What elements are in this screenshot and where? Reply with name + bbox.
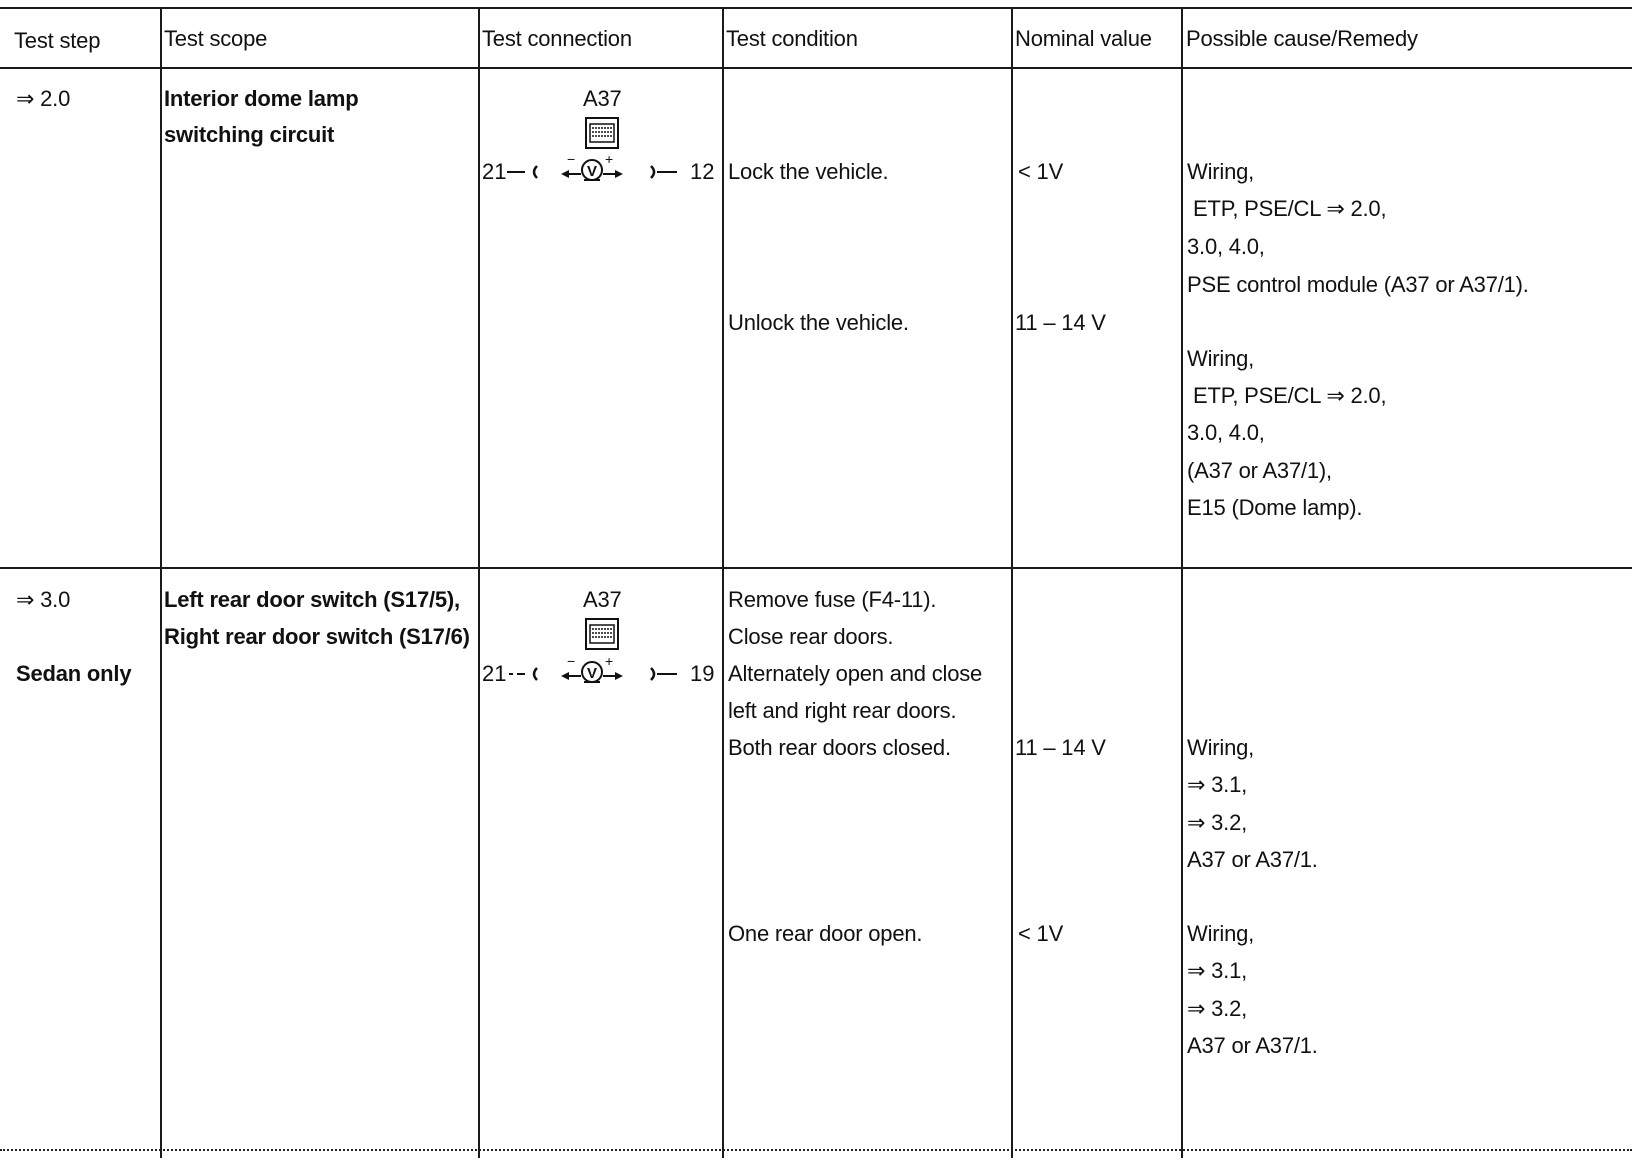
test-setup-line: Close rear doors. bbox=[728, 624, 894, 649]
test-scope-line: Right rear door switch (S17/6) bbox=[164, 624, 470, 649]
test-scope-line: Left rear door switch (S17/5), bbox=[164, 587, 460, 612]
column-divider-5 bbox=[1181, 8, 1183, 1158]
remedy-line: ETP, PSE/CL ⇒ 2.0, bbox=[1193, 383, 1387, 408]
meter-letter: V bbox=[587, 665, 598, 682]
remedy-line: A37 or A37/1. bbox=[1187, 847, 1318, 872]
table-top-border bbox=[0, 7, 1632, 9]
row-divider bbox=[0, 567, 1632, 569]
remedy-line: ⇒ 3.2, bbox=[1187, 810, 1248, 835]
test-condition-line: Unlock the vehicle. bbox=[728, 310, 909, 335]
pin-right-number: 19 bbox=[690, 661, 715, 686]
header-bottom-border bbox=[0, 67, 1632, 69]
test-condition-line: One rear door open. bbox=[728, 921, 923, 946]
test-scope-line: Interior dome lamp bbox=[164, 86, 359, 111]
remedy-line: ⇒ 3.1, bbox=[1187, 958, 1248, 983]
svg-text:−: − bbox=[567, 654, 576, 669]
meter-letter: V bbox=[587, 163, 598, 180]
column-divider-2 bbox=[478, 8, 480, 1158]
svg-text:+: + bbox=[605, 152, 614, 167]
pin-left-number: 21 bbox=[482, 159, 507, 184]
header-test-connection: Test connection bbox=[482, 26, 632, 51]
pin-left-number: 21 bbox=[482, 661, 507, 686]
table-bottom-border bbox=[0, 1149, 1632, 1151]
header-test-condition: Test condition bbox=[726, 26, 858, 51]
column-divider-4 bbox=[1011, 8, 1013, 1158]
test-step-label: ⇒ 3.0 bbox=[16, 587, 71, 612]
nominal-value: < 1V bbox=[1018, 159, 1064, 184]
remedy-line: A37 or A37/1. bbox=[1187, 1033, 1318, 1058]
svg-text:+: + bbox=[605, 654, 614, 669]
module-label: A37 bbox=[583, 587, 622, 612]
test-setup-line: Alternately open and close bbox=[728, 661, 983, 686]
remedy-line: ETP, PSE/CL ⇒ 2.0, bbox=[1193, 196, 1387, 221]
test-step-note: Sedan only bbox=[16, 661, 132, 686]
module-label: A37 bbox=[583, 86, 622, 111]
column-divider-1 bbox=[160, 8, 162, 1158]
control-module-icon bbox=[585, 117, 619, 149]
test-scope-line: switching circuit bbox=[164, 122, 335, 147]
control-module-icon bbox=[585, 618, 619, 650]
remedy-line: ⇒ 3.1, bbox=[1187, 772, 1248, 797]
remedy-line: ⇒ 3.2, bbox=[1187, 996, 1248, 1021]
test-condition-line: Both rear doors closed. bbox=[728, 735, 951, 760]
test-condition-line: Lock the vehicle. bbox=[728, 159, 889, 184]
svg-text:−: − bbox=[567, 152, 576, 167]
nominal-value: < 1V bbox=[1018, 921, 1064, 946]
remedy-line: Wiring, bbox=[1187, 921, 1255, 946]
nominal-value: 11 – 14 V bbox=[1015, 310, 1106, 335]
test-setup-line: Remove fuse (F4-11). bbox=[728, 587, 937, 612]
remedy-line: Wiring, bbox=[1187, 159, 1255, 184]
header-test-scope: Test scope bbox=[164, 26, 268, 51]
remedy-line: (A37 or A37/1), bbox=[1187, 458, 1332, 483]
test-setup-line: left and right rear doors. bbox=[728, 698, 957, 723]
remedy-line: Wiring, bbox=[1187, 346, 1255, 371]
voltmeter-symbol bbox=[505, 152, 685, 192]
header-cause-remedy: Possible cause/Remedy bbox=[1186, 26, 1418, 51]
column-divider-3 bbox=[722, 8, 724, 1158]
header-test-step: Test step bbox=[14, 28, 101, 53]
voltmeter-symbol bbox=[505, 654, 685, 694]
test-step-label: ⇒ 2.0 bbox=[16, 86, 71, 111]
remedy-line: 3.0, 4.0, bbox=[1187, 234, 1265, 259]
pin-right-number: 12 bbox=[690, 159, 715, 184]
remedy-line: E15 (Dome lamp). bbox=[1187, 495, 1363, 520]
header-nominal-value: Nominal value bbox=[1015, 26, 1152, 51]
nominal-value: 11 – 14 V bbox=[1015, 735, 1106, 760]
remedy-line: 3.0, 4.0, bbox=[1187, 420, 1265, 445]
remedy-line: Wiring, bbox=[1187, 735, 1255, 760]
remedy-line: PSE control module (A37 or A37/1). bbox=[1187, 272, 1529, 297]
